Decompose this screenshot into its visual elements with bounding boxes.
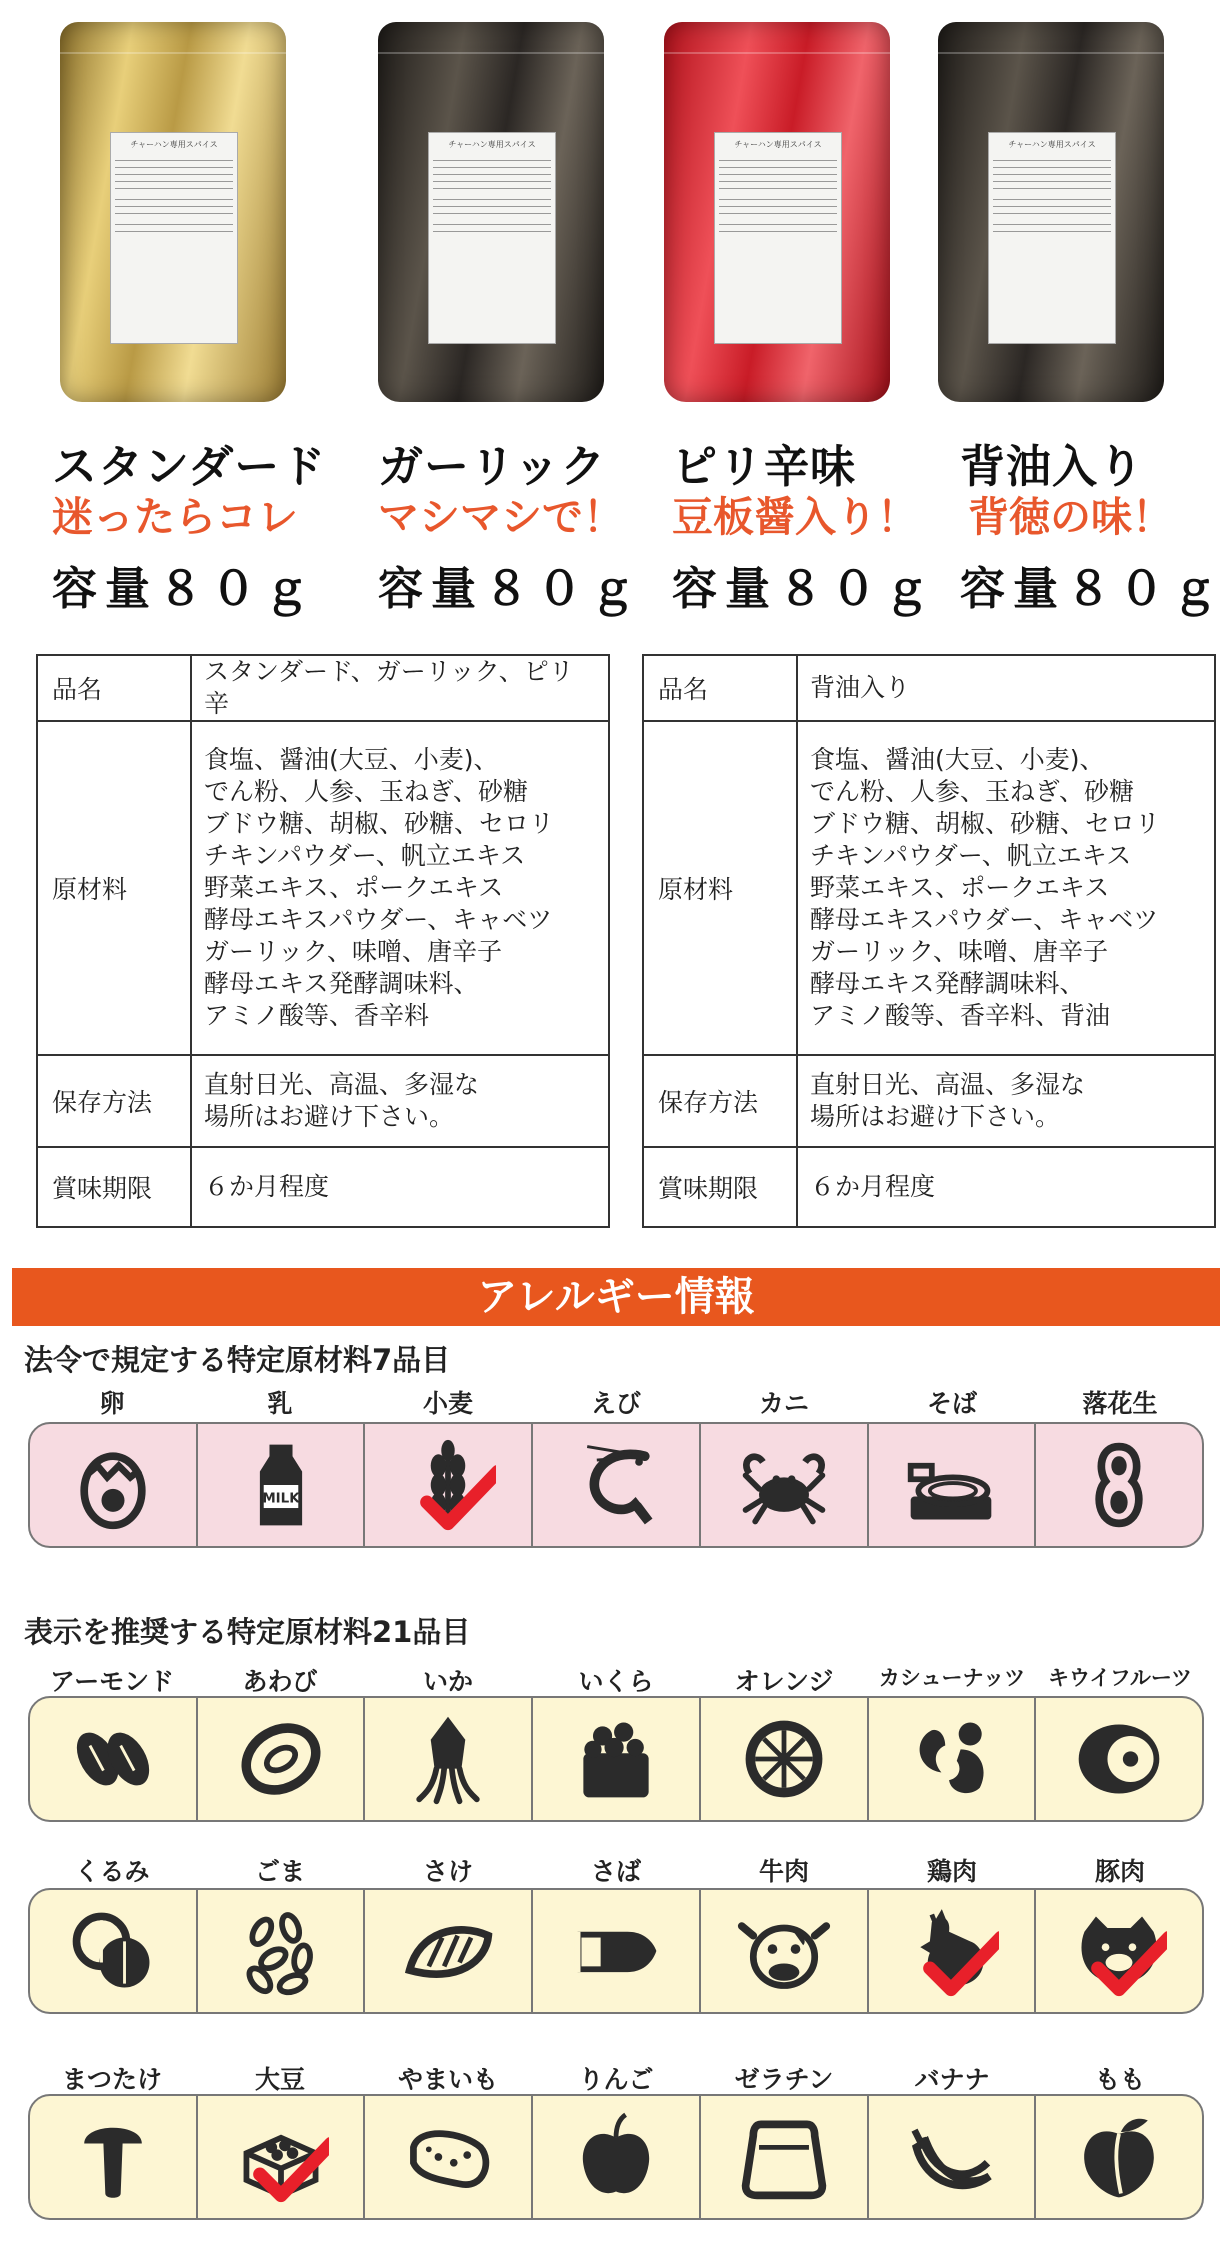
sesame-icon — [233, 1903, 329, 1999]
allergy-item — [531, 1424, 699, 1546]
package-label-title: チャーハン専用スパイス — [448, 140, 536, 149]
package-bag — [664, 22, 890, 402]
walnut-icon — [65, 1903, 161, 1999]
allergy-item-label: 鶏肉 — [926, 1857, 977, 1886]
product-catchphrase: 迷ったらコレ — [52, 493, 298, 541]
spec-key: 賞味期限 — [37, 1147, 191, 1227]
spec-key: 保存方法 — [643, 1055, 797, 1147]
spec-row — [37, 655, 609, 721]
package-label-title: チャーハン専用スパイス — [1008, 140, 1096, 149]
matsutake-icon — [65, 2109, 161, 2205]
spec-row — [37, 1055, 609, 1147]
allergy-item-label: まつたけ — [61, 2065, 162, 2094]
package-label — [988, 132, 1116, 344]
product-name: ピリ辛味 — [672, 440, 857, 493]
allergy-item — [699, 1890, 867, 2012]
product-catchphrase: 背徳の味！ — [968, 493, 1173, 541]
allergy-item — [699, 2096, 867, 2218]
peach-icon — [1071, 2109, 1167, 2205]
allergy-item-label: 乳 — [267, 1389, 293, 1418]
salmon-icon — [400, 1903, 496, 1999]
product-name: スタンダード — [52, 440, 327, 493]
allergy-item — [30, 1424, 196, 1546]
allergy-row — [28, 2094, 1204, 2220]
wheat-icon — [400, 1437, 496, 1533]
allergy-item — [699, 1424, 867, 1546]
allergy-item-label: りんご — [578, 2065, 654, 2094]
allergy-item-label: カニ — [758, 1389, 809, 1418]
allergy-item — [1034, 1424, 1202, 1546]
allergy-item-label: 落花生 — [1082, 1389, 1158, 1418]
product-volume: 容量８０ｇ — [672, 562, 938, 615]
gelatin-icon — [736, 2109, 832, 2205]
package-bag — [60, 22, 286, 402]
spec-row — [643, 1055, 1215, 1147]
allergy-item-label: あわび — [242, 1667, 318, 1696]
spec-value: 食塩、醤油(大豆、小麦)、 でん粉、人参、玉ねぎ、砂糖 ブドウ糖、胡椒、砂糖、セロリ チキンパウダー、帆立エキス 野菜エキス、ポークエキス 酵母エキスパウダー、キャベツ ガーリック、味噌、唐辛子 酵母エキス発酵調味料、 アミノ酸等、香辛料 — [191, 721, 609, 1055]
product-volume: 容量８０ｇ — [960, 562, 1226, 615]
package-bag — [938, 22, 1164, 402]
allergy-item-label: やまいも — [397, 2065, 498, 2094]
product-volume: 容量８０ｇ — [378, 562, 644, 615]
allergy-item-label: アーモンド — [49, 1667, 175, 1696]
peanut-icon — [1071, 1437, 1167, 1533]
ikura-icon — [568, 1711, 664, 1807]
abalone-icon — [233, 1711, 329, 1807]
almond-icon — [65, 1711, 161, 1807]
package-label — [714, 132, 842, 344]
allergy-item-label: オレンジ — [734, 1667, 834, 1696]
squid-icon — [400, 1711, 496, 1807]
beef-icon — [736, 1903, 832, 1999]
spec-row — [643, 721, 1215, 1055]
package-label-title: チャーハン専用スパイス — [130, 140, 218, 149]
allergy-item — [30, 2096, 196, 2218]
mackerel-icon — [568, 1903, 664, 1999]
allergy-item-label: いくら — [578, 1667, 654, 1696]
spec-key: 原材料 — [37, 721, 191, 1055]
allergy-item-label: バナナ — [914, 2065, 990, 2094]
chicken-icon — [903, 1903, 999, 1999]
spec-row — [643, 1147, 1215, 1227]
banana-icon — [903, 2109, 999, 2205]
product-catchphrase: マシマシで！ — [378, 493, 624, 541]
package-seal — [60, 30, 286, 54]
allergy-item — [1034, 2096, 1202, 2218]
allergy-item — [867, 2096, 1035, 2218]
milk-icon — [233, 1437, 329, 1533]
allergy-item — [867, 1424, 1035, 1546]
allergy-item — [196, 1890, 364, 2012]
yam-icon — [400, 2109, 496, 2205]
mandatory-title: 法令で規定する特定原材料7品目 — [24, 1343, 451, 1377]
package-seal — [938, 30, 1164, 54]
spec-value: ６か月程度 — [191, 1147, 609, 1227]
allergy-item — [363, 1890, 531, 2012]
spec-row — [37, 1147, 609, 1227]
allergy-item — [363, 2096, 531, 2218]
allergy-item-label: 卵 — [99, 1389, 125, 1418]
spec-row — [643, 655, 1215, 721]
spec-value: スタンダード、ガーリック、ピリ辛 — [191, 655, 609, 721]
allergy-item-label: そば — [926, 1389, 977, 1418]
spec-value: 直射日光、高温、多湿な 場所はお避け下さい。 — [797, 1055, 1215, 1147]
allergy-item — [531, 1698, 699, 1820]
spec-key: 品名 — [643, 655, 797, 721]
soba-icon — [903, 1437, 999, 1533]
allergy-item — [699, 1698, 867, 1820]
allergy-item-label: さば — [590, 1857, 641, 1886]
apple-icon — [568, 2109, 664, 2205]
shrimp-icon — [568, 1437, 664, 1533]
recommended-title: 表示を推奨する特定原材料21品目 — [24, 1615, 471, 1649]
allergy-item — [531, 2096, 699, 2218]
allergy-item-label: 大豆 — [254, 2065, 305, 2094]
spec-value: ６か月程度 — [797, 1147, 1215, 1227]
allergy-item-label: さけ — [422, 1857, 473, 1886]
allergy-item — [30, 1890, 196, 2012]
package-label — [428, 132, 556, 344]
allergy-item-label: キウイフルーツ — [1047, 1666, 1193, 1690]
allergy-item — [196, 2096, 364, 2218]
product-name: ガーリック — [378, 440, 607, 493]
allergy-item — [196, 1698, 364, 1820]
soybean-icon — [233, 2109, 329, 2205]
spec-row — [37, 721, 609, 1055]
package-seal — [664, 30, 890, 54]
spec-key: 原材料 — [643, 721, 797, 1055]
egg-icon — [65, 1437, 161, 1533]
spec-key: 賞味期限 — [643, 1147, 797, 1227]
allergy-banner: アレルギー情報 — [12, 1268, 1220, 1326]
product-volume: 容量８０ｇ — [52, 562, 318, 615]
allergy-item — [363, 1424, 531, 1546]
allergy-row — [28, 1422, 1204, 1548]
allergy-item-label: 牛肉 — [758, 1857, 809, 1886]
allergy-item-label: えび — [590, 1389, 641, 1418]
package-seal — [378, 30, 604, 54]
spec-table — [642, 654, 1216, 1228]
allergy-item — [531, 1890, 699, 2012]
product-catchphrase: 豆板醤入り！ — [672, 493, 918, 541]
allergy-item-label: いか — [422, 1667, 473, 1696]
spec-table — [36, 654, 610, 1228]
spec-value: 直射日光、高温、多湿な 場所はお避け下さい。 — [191, 1055, 609, 1147]
allergy-item — [867, 1890, 1035, 2012]
allergy-item — [867, 1698, 1035, 1820]
allergy-item-label: ごま — [254, 1857, 305, 1886]
allergy-row — [28, 1888, 1204, 2014]
spec-value: 背油入り — [797, 655, 1215, 721]
allergy-item — [1034, 1698, 1202, 1820]
allergy-item-label: ゼラチン — [734, 2065, 834, 2094]
allergy-item — [363, 1698, 531, 1820]
kiwi-icon — [1071, 1711, 1167, 1807]
milk-icon-text: MILK — [261, 1491, 300, 1507]
product-name: 背油入り — [960, 440, 1145, 493]
allergy-item-label: 豚肉 — [1094, 1857, 1145, 1886]
pork-icon — [1071, 1903, 1167, 1999]
package-label — [110, 132, 238, 344]
allergy-item — [30, 1698, 196, 1820]
orange-icon — [736, 1711, 832, 1807]
allergy-item-label: もも — [1094, 2065, 1145, 2094]
allergy-row — [28, 1696, 1204, 1822]
spec-key: 品名 — [37, 655, 191, 721]
allergy-item-label: 小麦 — [422, 1389, 473, 1418]
crab-icon — [736, 1437, 832, 1533]
spec-value: 食塩、醤油(大豆、小麦)、 でん粉、人参、玉ねぎ、砂糖 ブドウ糖、胡椒、砂糖、セロリ チキンパウダー、帆立エキス 野菜エキス、ポークエキス 酵母エキスパウダー、キャベツ ガーリック、味噌、唐辛子 酵母エキス発酵調味料、 アミノ酸等、香辛料、背油 — [797, 721, 1215, 1055]
allergy-item — [196, 1424, 364, 1546]
allergy-item-label: カシューナッツ — [878, 1666, 1026, 1690]
package-bag — [378, 22, 604, 402]
cashew-icon — [903, 1711, 999, 1807]
package-label-title: チャーハン専用スパイス — [734, 140, 822, 149]
allergy-item — [1034, 1890, 1202, 2012]
allergy-item-label: くるみ — [74, 1857, 150, 1886]
spec-key: 保存方法 — [37, 1055, 191, 1147]
